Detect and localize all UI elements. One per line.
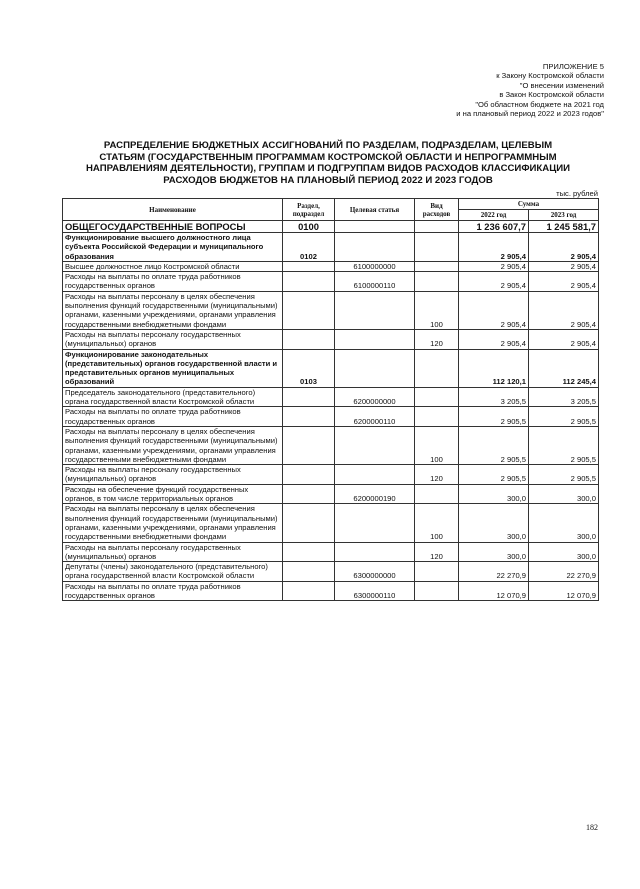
row-section (283, 484, 335, 504)
row-section: 0103 (283, 349, 335, 387)
table-row (63, 542, 599, 562)
row-kind (415, 407, 459, 427)
row-kind (415, 581, 459, 601)
row-section (283, 542, 335, 562)
row-target (335, 221, 415, 233)
row-section (283, 562, 335, 582)
row-target: 6300000110 (335, 581, 415, 601)
table-row (63, 272, 599, 292)
row-sum-2023: 2 905,5 (529, 426, 599, 464)
row-target: 6200000110 (335, 407, 415, 427)
row-sum-2023: 22 270,9 (529, 562, 599, 582)
row-sum-2022: 3 205,5 (459, 387, 529, 407)
row-name: Функционирование законодательных (представительных) органов государственной власти и представительных органов муниципальных образований (63, 349, 283, 387)
row-target: 6300000000 (335, 562, 415, 582)
appendix-line: ПРИЛОЖЕНИЕ 5 (542, 62, 604, 71)
title-line: РАСПРЕДЕЛЕНИЕ БЮДЖЕТНЫХ АССИГНОВАНИЙ ПО РАЗДЕЛАМ, ПОДРАЗДЕЛАМ, ЦЕЛЕВЫМ (103, 140, 553, 151)
row-sum-2022: 2 905,4 (459, 272, 529, 292)
header-section: Раздел, подраздел (283, 199, 335, 221)
row-kind: 120 (415, 329, 459, 349)
row-section (283, 387, 335, 407)
row-kind (415, 562, 459, 582)
row-name: Расходы на выплаты персоналу государственных (муниципальных) органов (63, 465, 283, 485)
table-row (63, 329, 599, 349)
row-target (335, 329, 415, 349)
row-sum-2022: 2 905,4 (459, 233, 529, 262)
row-sum-2022: 112 120,1 (459, 349, 529, 387)
row-kind (415, 261, 459, 271)
row-sum-2022: 300,0 (459, 542, 529, 562)
row-section (283, 291, 335, 329)
row-name: Председатель законодательного (представительного) органа государственной власти Костромской области (63, 387, 283, 407)
row-sum-2023: 2 905,4 (529, 272, 599, 292)
row-section (283, 272, 335, 292)
table-row (63, 484, 599, 504)
table-row (63, 581, 599, 601)
row-section: 0100 (283, 221, 335, 233)
appendix-block (344, 62, 604, 118)
table-row (63, 504, 599, 542)
units-label: тыс. рублей (556, 189, 598, 198)
row-kind: 120 (415, 465, 459, 485)
table-row (63, 562, 599, 582)
row-name: Расходы на выплаты по оплате труда работников государственных органов (63, 581, 283, 601)
row-sum-2023: 2 905,5 (529, 465, 599, 485)
table-row (63, 387, 599, 407)
row-sum-2023: 1 245 581,7 (529, 221, 599, 233)
row-sum-2022: 2 905,4 (459, 291, 529, 329)
row-name: Расходы на выплаты персоналу в целях обеспечения выполнения функций государственными (муниципальными) органами, казенными учреждениями, органами управления государственными внебюджетными фондами (63, 426, 283, 464)
row-name: Расходы на обеспечение функций государственных органов, в том числе территориальных органов (63, 484, 283, 504)
row-kind: 100 (415, 291, 459, 329)
header-2023: 2023 год (529, 210, 599, 221)
table-body (63, 221, 599, 601)
header-target: Целевая статья (335, 199, 415, 221)
row-target: 6100000000 (335, 261, 415, 271)
row-sum-2022: 2 905,5 (459, 426, 529, 464)
row-name: Расходы на выплаты персоналу в целях обеспечения выполнения функций государственными (муниципальными) органами, казенными учреждениями, органами управления государственными внебюджетными фондами (63, 504, 283, 542)
appendix-line: "О внесении изменений (519, 80, 604, 90)
row-sum-2022: 300,0 (459, 504, 529, 542)
header-kind: Вид расходов (415, 199, 459, 221)
title-line: НАПРАВЛЕНИЯМ ДЕЯТЕЛЬНОСТИ), ГРУППАМ И ПОДГРУППАМ ВИДОВ РАСХОДОВ КЛАССИФИКАЦИИ (85, 163, 570, 174)
row-target (335, 542, 415, 562)
row-kind (415, 387, 459, 407)
row-sum-2023: 2 905,4 (529, 329, 599, 349)
row-target (335, 504, 415, 542)
row-sum-2022: 12 070,9 (459, 581, 529, 601)
row-sum-2022: 2 905,4 (459, 261, 529, 271)
table-row (63, 221, 599, 233)
appendix-line: и на плановый период 2022 и 2023 годов" (456, 109, 604, 119)
row-sum-2022: 300,0 (459, 484, 529, 504)
document-title (58, 140, 598, 186)
row-kind: 120 (415, 542, 459, 562)
row-sum-2023: 112 245,4 (529, 349, 599, 387)
row-section (283, 407, 335, 427)
row-kind (415, 233, 459, 262)
row-sum-2023: 2 905,5 (529, 407, 599, 427)
row-name: Депутаты (члены) законодательного (представительного) органа государственной власти Костромской области (63, 562, 283, 582)
table-row (63, 291, 599, 329)
row-section (283, 581, 335, 601)
row-sum-2022: 2 905,4 (459, 329, 529, 349)
row-sum-2023: 300,0 (529, 504, 599, 542)
row-kind: 100 (415, 426, 459, 464)
table-row (63, 261, 599, 271)
row-name: ОБЩЕГОСУДАРСТВЕННЫЕ ВОПРОСЫ (63, 221, 283, 233)
title-line: РАСХОДОВ БЮДЖЕТОВ НА ПЛАНОВЫЙ ПЕРИОД 2022 И 2023 ГОДОВ (163, 174, 493, 186)
row-target: 6200000190 (335, 484, 415, 504)
row-target (335, 291, 415, 329)
row-kind (415, 484, 459, 504)
header-name: Наименование (63, 199, 283, 221)
row-sum-2023: 2 905,4 (529, 261, 599, 271)
appendix-line: "Об областном бюджете на 2021 год (475, 99, 604, 109)
appendix-line: к Закону Костромской области (496, 71, 604, 81)
row-section (283, 261, 335, 271)
row-sum-2022: 22 270,9 (459, 562, 529, 582)
row-name: Функционирование высшего должностного лица субъекта Российской Федерации и муниципального образования (63, 233, 283, 262)
row-section: 0102 (283, 233, 335, 262)
row-section (283, 465, 335, 485)
row-sum-2023: 2 905,4 (529, 291, 599, 329)
row-name: Высшее должностное лицо Костромской области (63, 261, 283, 271)
page-number: 182 (586, 823, 598, 832)
row-kind (415, 272, 459, 292)
row-name: Расходы на выплаты персоналу в целях обеспечения выполнения функций государственными (муниципальными) органами, казенными учреждениями, органами управления государственными внебюджетными фондами (63, 291, 283, 329)
row-sum-2023: 12 070,9 (529, 581, 599, 601)
row-sum-2022: 2 905,5 (459, 407, 529, 427)
row-target (335, 233, 415, 262)
row-kind (415, 349, 459, 387)
row-sum-2023: 3 205,5 (529, 387, 599, 407)
row-section (283, 504, 335, 542)
appendix-line: в Закон Костромской области (499, 90, 604, 100)
row-name: Расходы на выплаты по оплате труда работников государственных органов (63, 272, 283, 292)
row-target (335, 349, 415, 387)
table-row (63, 233, 599, 262)
budget-table (62, 198, 599, 601)
table-row (63, 349, 599, 387)
row-name: Расходы на выплаты персоналу государственных (муниципальных) органов (63, 329, 283, 349)
row-section (283, 329, 335, 349)
header-sum: Сумма (459, 199, 599, 210)
row-target (335, 426, 415, 464)
header-2022: 2022 год (459, 210, 529, 221)
row-kind (415, 221, 459, 233)
row-sum-2022: 2 905,5 (459, 465, 529, 485)
row-name: Расходы на выплаты персоналу государственных (муниципальных) органов (63, 542, 283, 562)
row-name: Расходы на выплаты по оплате труда работников государственных органов (63, 407, 283, 427)
row-kind: 100 (415, 504, 459, 542)
table-row (63, 407, 599, 427)
row-sum-2023: 2 905,4 (529, 233, 599, 262)
row-sum-2023: 300,0 (529, 542, 599, 562)
table-row (63, 426, 599, 464)
row-target (335, 465, 415, 485)
row-target: 6200000000 (335, 387, 415, 407)
row-target: 6100000110 (335, 272, 415, 292)
row-sum-2023: 300,0 (529, 484, 599, 504)
row-section (283, 426, 335, 464)
table-row (63, 465, 599, 485)
title-line: СТАТЬЯМ (ГОСУДАРСТВЕННЫМ ПРОГРАММАМ КОСТРОМСКОЙ ОБЛАСТИ И НЕПРОГРАММНЫМ (99, 151, 557, 163)
row-sum-2022: 1 236 607,7 (459, 221, 529, 233)
